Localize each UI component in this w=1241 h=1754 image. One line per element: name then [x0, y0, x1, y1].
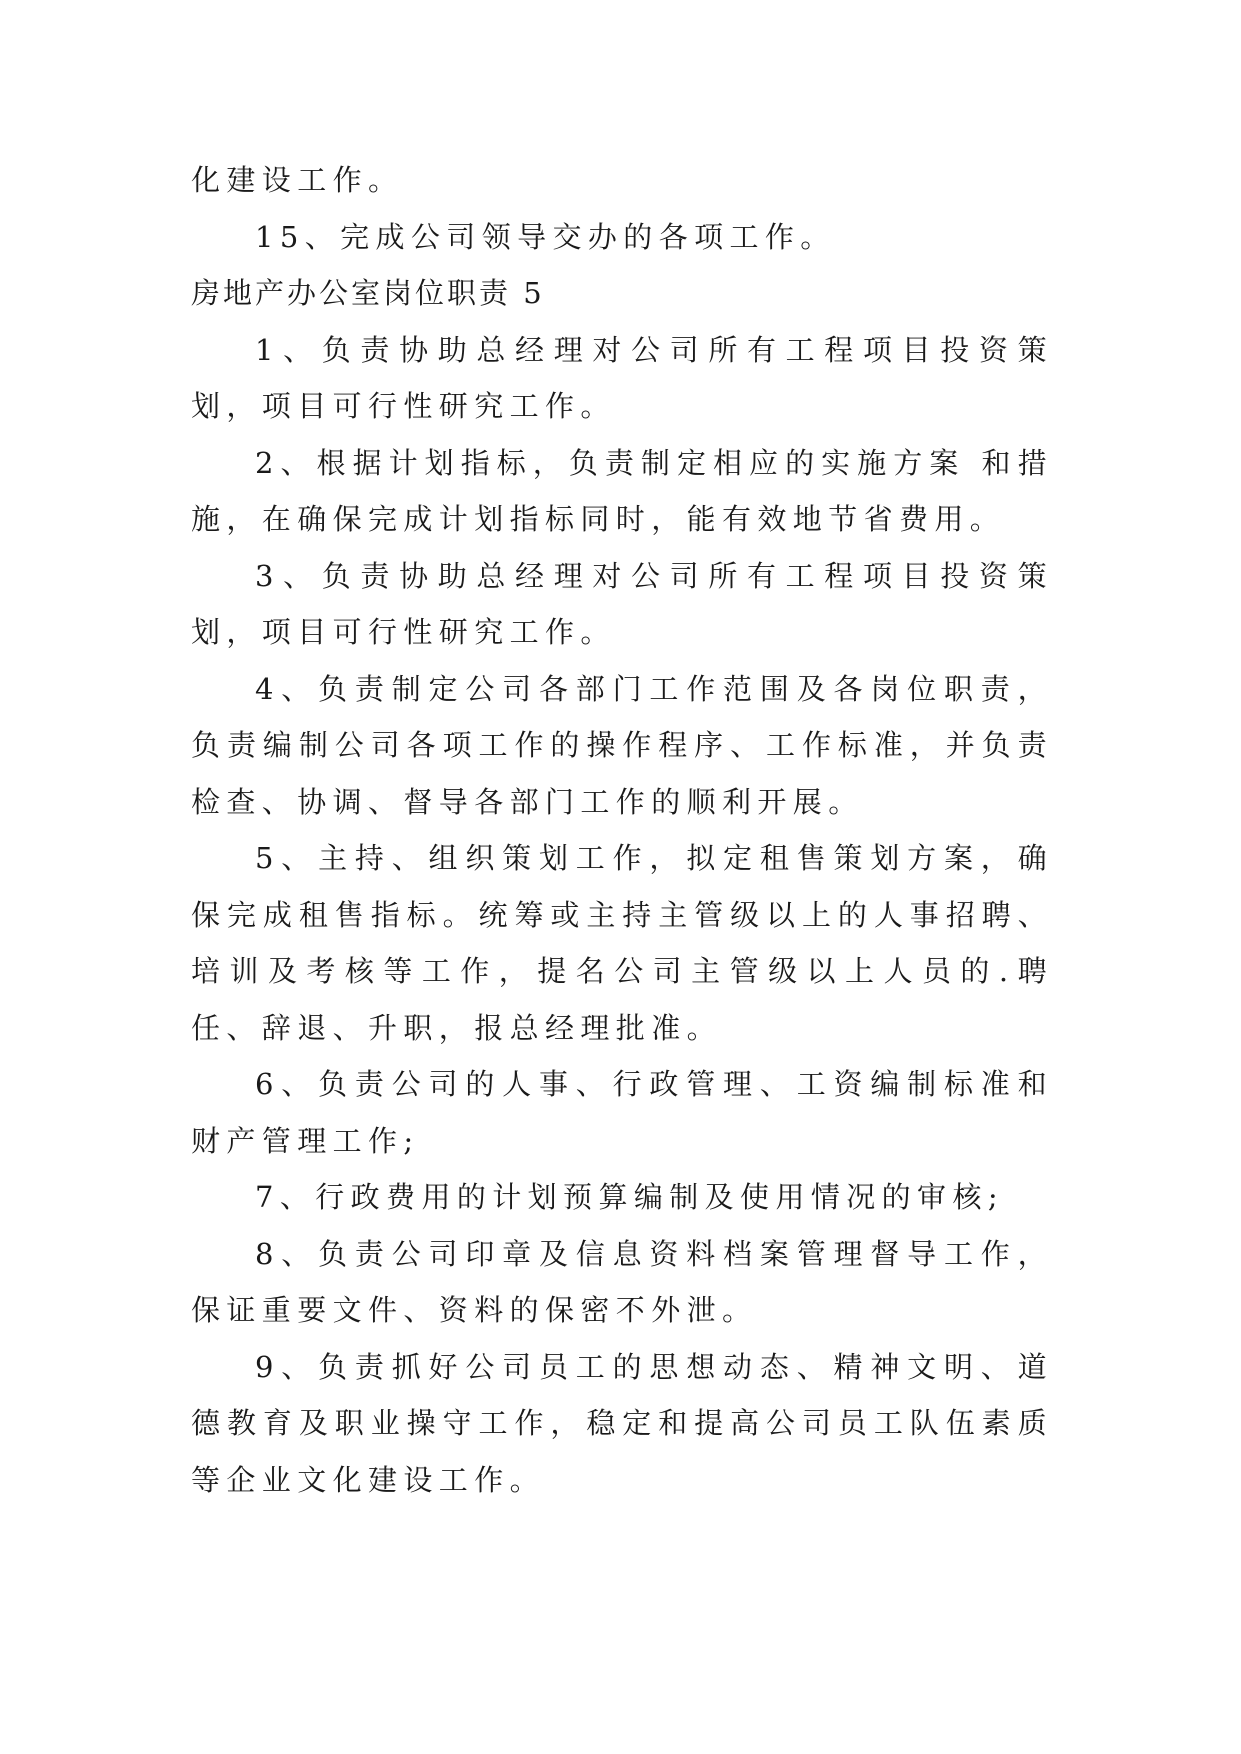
- paragraph-item-15: 15、完成公司领导交办的各项工作。: [255, 219, 836, 254]
- paragraph-item-1: 1、负责协助总经理对公司所有工程项目投资策划，项目可行性研究工作。: [191, 332, 1053, 423]
- paragraph-item-8: 8、负责公司印章及信息资料档案管理督导工作，保证重要文件、资料的保密不外泄。: [191, 1236, 1053, 1327]
- paragraph-item-7: 7、行政费用的计划预算编制及使用情况的审核;: [255, 1180, 1005, 1214]
- paragraph-item-4: 4、负责制定公司各部门工作范围及各岗位职责，负责编制公司各项工作的操作程序、工作标准，并负责检查、协调、督导各部门工作的顺利开展。: [191, 671, 1053, 819]
- section-heading: 房地产办公室岗位职责 5: [191, 276, 545, 310]
- paragraph-item-9: 9、负责抓好公司员工的思想动态、精神文明、道德教育及职业操守工作，稳定和提高公司员工队伍素质等企业文化建设工作。: [191, 1349, 1053, 1497]
- paragraph-item-5: 5、主持、组织策划工作，拟定租售策划方案，确保完成租售指标。统筹或主持主管级以上的人事招聘、培训及考核等工作，提名公司主管级以上人员的.聘任、辞退、升职，报总经理批准。: [191, 841, 1053, 1045]
- paragraph-item-3: 3、负责协助总经理对公司所有工程项目投资策划，项目可行性研究工作。: [191, 558, 1053, 649]
- paragraph-item-2: 2、根据计划指标，负责制定相应的实施方案 和措施，在确保完成计划指标同时，能有效地节省费用。: [191, 445, 1053, 536]
- document-body: [191, 152, 1053, 1508]
- paragraph-continuation: 化建设工作。: [191, 163, 404, 197]
- paragraph-item-6: 6、负责公司的人事、行政管理、工资编制标准和财产管理工作;: [191, 1067, 1053, 1158]
